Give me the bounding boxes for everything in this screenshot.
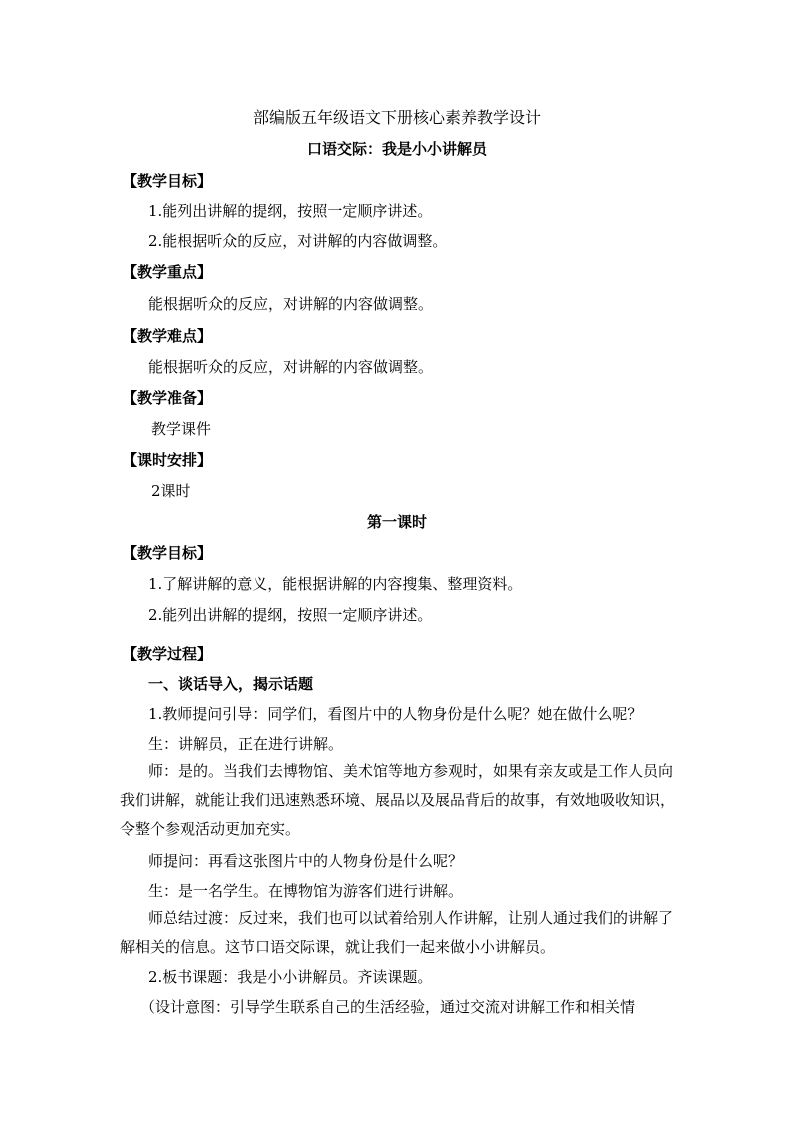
paragraph-design-intent: （设计意图：引导学生联系自己的生活经验，通过交流对讲解工作和相关情 xyxy=(140,998,636,1016)
section-heading-schedule: 【课时安排】 xyxy=(122,451,213,469)
preparation-text: 教学课件 xyxy=(151,420,212,438)
paragraph-teacher-summary: 师总结过渡：反过来，我们也可以试着给别人作讲解，让别人通过我们的讲解了解相关的信息。这节口语交际课，就让我们一起来做小小讲解员。 xyxy=(120,909,674,956)
paragraph-student-answer: 生：讲解员，正在进行讲解。 xyxy=(148,735,344,753)
doc-title: 部编版五年级语文下册核心素养教学设计 xyxy=(252,108,541,127)
section-heading-objectives: 【教学目标】 xyxy=(122,172,213,190)
paragraph-teacher-explanation: 师：是的。当我们去博物馆、美术馆等地方参观时，如果有亲友或是工作人员向我们讲解，就能让我们迅速熟悉环境、展品以及展品背后的故事，有效地吸收知识，令整个参观活动更加充实。 xyxy=(120,762,676,838)
section-heading-lesson-objectives: 【教学目标】 xyxy=(122,544,213,562)
schedule-text: 2课时 xyxy=(151,482,191,500)
lesson-objective-item-2: 2.能列出讲解的提纲，按照一定顺序讲述。 xyxy=(148,606,433,624)
paragraph-teacher-question-2: 师提问：再看这张图片中的人物身份是什么呢？ xyxy=(148,852,464,870)
section-heading-difficulties: 【教学难点】 xyxy=(122,327,213,345)
key-points-text: 能根据听众的反应，对讲解的内容做调整。 xyxy=(148,295,434,313)
objective-item-2: 2.能根据听众的反应，对讲解的内容做调整。 xyxy=(148,232,448,250)
paragraph-board-title: 2.板书课题：我是小小讲解员。齐读课题。 xyxy=(148,968,433,986)
doc-subtitle: 口语交际：我是小小讲解员 xyxy=(306,140,487,158)
objective-item-1: 1.能列出讲解的提纲，按照一定顺序讲述。 xyxy=(148,202,433,220)
section-heading-key-points: 【教学重点】 xyxy=(122,263,213,281)
lesson-title: 第一课时 xyxy=(366,513,427,531)
paragraph-teacher-question: 1.教师提问引导：同学们，看图片中的人物身份是什么呢？她在做什么呢？ xyxy=(148,705,643,723)
step-1-title: 一、谈话导入，揭示话题 xyxy=(148,675,314,693)
section-heading-preparation: 【教学准备】 xyxy=(122,389,213,407)
difficulties-text: 能根据听众的反应，对讲解的内容做调整。 xyxy=(148,358,434,376)
section-heading-process: 【教学过程】 xyxy=(122,645,213,663)
lesson-objective-item-1: 1.了解讲解的意义，能根据讲解的内容搜集、整理资料。 xyxy=(148,575,523,593)
paragraph-student-answer-2: 生：是一名学生。在博物馆为游客们进行讲解。 xyxy=(148,882,464,900)
